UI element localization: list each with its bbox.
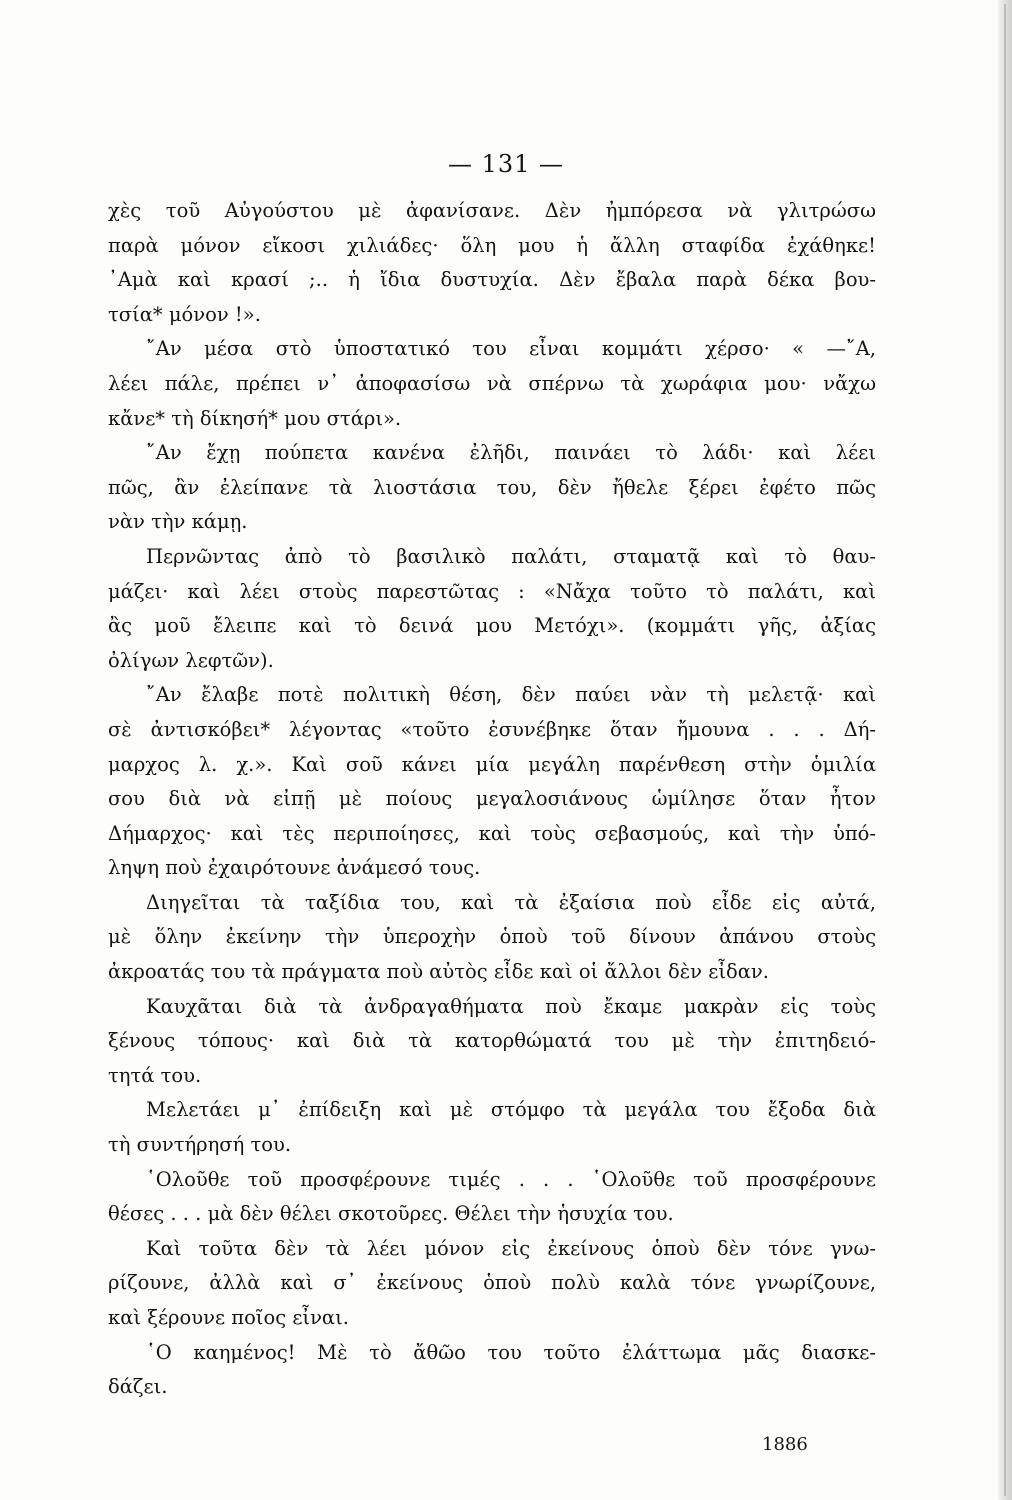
text-line: χὲς τοῦ Αὐγούστου μὲ ἀφανίσανε. Δὲν ἠμπόρεσα νὰ γλιτρώσω bbox=[108, 199, 876, 222]
text-line: ληψη ποὺ ἐχαιρότουνε ἀνάμεσό τους. bbox=[108, 856, 481, 880]
text-body bbox=[108, 194, 876, 1405]
text-line: τὴ συντήρησή του. bbox=[108, 1133, 292, 1157]
text-line: Μελετάει μ᾿ ἐπίδειξη καὶ μὲ στόμφο τὰ μεγάλα του ἔξοδα διὰ bbox=[146, 1098, 876, 1122]
text-line: ξένους τόπους· καὶ διὰ τὰ κατορθώματά του μὲ τὴν ἐπιτηδειό- bbox=[108, 1029, 876, 1053]
text-line: Δήμαρχος· καὶ τὲς περιποίησες, καὶ τοὺς σεβασμούς, καὶ τὴν ὑπό- bbox=[108, 821, 876, 845]
text-line: Καυχᾶται διὰ τὰ ἀνδραγαθήματα ποὺ ἔκαμε μακρὰν εἰς τοὺς bbox=[146, 994, 876, 1018]
text-line: ῎Αν μέσα στὸ ὑποστατικό του εἶναι κομμάτι χέρσο· « —῎Α, bbox=[146, 337, 876, 361]
text-line: κἄνε* τὴ δίκησή* μου στάρι». bbox=[108, 406, 402, 430]
text-line: Περνῶντας ἀπὸ τὸ βασιλικὸ παλάτι, σταματᾷ καὶ τὸ θαυ- bbox=[146, 544, 876, 568]
text-line: νὰν τὴν κάμῃ. bbox=[108, 510, 248, 534]
text-line: τητά του. bbox=[108, 1063, 202, 1087]
text-line: ῎Αν ἔλαβε ποτὲ πολιτικὴ θέση, δὲν παύει νὰν τὴ μελετᾷ· καὶ bbox=[146, 683, 876, 707]
text-line: μάζει· καὶ λέει στοὺς παρεστῶτας : «Νἄχα τοῦτο τὸ παλάτι, καὶ bbox=[108, 579, 876, 603]
signature-number: 1886 bbox=[762, 1434, 808, 1455]
text-line: λέει πάλε, πρέπει ν᾿ ἀποφασίσω νὰ σπέρνω τὰ χωράφια μου· νἄχω bbox=[108, 371, 876, 395]
text-line: τσία* μόνον !». bbox=[108, 302, 261, 326]
text-line: ῾Ολοῦθε τοῦ προσφέρουνε τιμές . . . ῾Ολοῦθε τοῦ προσφέρουνε bbox=[146, 1167, 876, 1191]
text-line: σὲ ἀντισκόβει* λέγοντας «τοῦτο ἐσυνέβηκε ὅταν ἤμουνα . . . Δή- bbox=[108, 717, 876, 741]
text-line: μὲ ὅλην ἐκείνην τὴν ὑπεροχὴν ὁποὺ τοῦ δίνουν ἀπάνου στοὺς bbox=[108, 925, 876, 949]
text-line: Καὶ τοῦτα δὲν τὰ λέει μόνον εἰς ἐκείνους ὁποὺ δὲν τόνε γνω- bbox=[146, 1236, 876, 1260]
text-line: σου διὰ νὰ εἰπῇ μὲ ποίους μεγαλοσιάνους ὡμίλησε ὅταν ἦτον bbox=[108, 787, 876, 811]
page-edge-line bbox=[1004, 4, 1006, 1496]
text-line: μαρχος λ. χ.». Καὶ σοῦ κάνει μία μεγάλη παρένθεση στὴν ὁμιλία bbox=[108, 752, 876, 776]
text-line: θέσες . . . μὰ δὲν θέλει σκοτοῦρες. Θέλει τὴν ἡσυχία του. bbox=[108, 1202, 674, 1226]
text-line: ῾Ο καημένος! Μὲ τὸ ἄθῶο του τοῦτο ἐλάττωμα μᾶς διασκε- bbox=[146, 1340, 876, 1364]
text-line: πῶς, ἂν ἐλείπανε τὰ λιοστάσια του, δὲν ἤθελε ξέρει ἐφέτο πῶς bbox=[108, 475, 876, 499]
text-line: ᾿Αμὰ καὶ κρασί ;.. ἡ ἴδια δυστυχία. Δὲν ἔβαλα παρὰ δέκα βου- bbox=[108, 268, 876, 292]
text-line: ῎Αν ἔχῃ πούπετα κανένα ἐλῆδι, παινάει τὸ λάδι· καὶ λέει bbox=[146, 441, 876, 465]
page-edge-shadow bbox=[998, 0, 1012, 1500]
page-number: — 131 — bbox=[447, 150, 565, 178]
text-line: παρὰ μόνον εἴκοσι χιλιάδες· ὅλη μου ἡ ἄλλη σταφίδα ἐχάθηκε! bbox=[108, 233, 876, 257]
text-line: ἀκροατάς του τὰ πράγματα ποὺ αὐτὸς εἶδε καὶ οἱ ἄλλοι δὲν εἶδαν. bbox=[108, 960, 769, 984]
text-line: Διηγεῖται τὰ ταξίδια του, καὶ τὰ ἐξαίσια ποὺ εἶδε εἰς αὐτά, bbox=[146, 890, 876, 914]
text-line: ρίζουνε, ἀλλὰ καὶ σ᾿ ἐκείνους ὁποὺ πολὺ καλὰ τόνε γνωρίζουνε, bbox=[108, 1271, 876, 1295]
text-line: ὀλίγων λεφτῶν). bbox=[108, 648, 274, 672]
text-line: καὶ ξέρουνε ποῖος εἶναι. bbox=[108, 1306, 349, 1329]
text-line: δάζει. bbox=[108, 1375, 168, 1399]
text-line: ἂς μοῦ ἔλειπε καὶ τὸ δεινά μου Μετόχι». (κομμάτι γῆς, ἀξίας bbox=[108, 614, 876, 638]
